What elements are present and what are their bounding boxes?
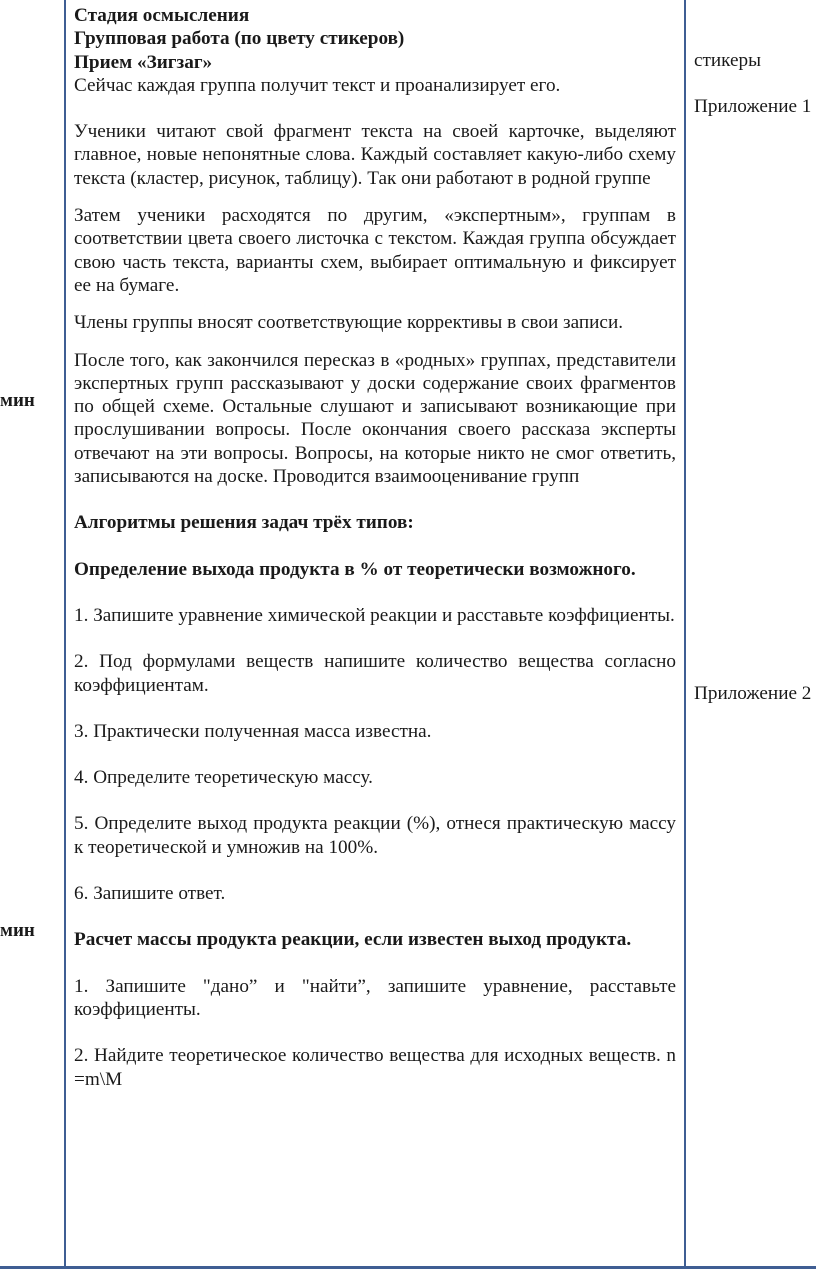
yield-step: 2. Под формулами веществ напишите количество вещества согласно коэффициентам.	[74, 651, 676, 696]
yield-step: 6. Запишите ответ.	[74, 883, 226, 905]
algorithms-heading: Алгоритмы решения задач трёх типов:	[74, 512, 414, 534]
table-border-left	[64, 0, 66, 1268]
stage-heading: Стадия осмысления	[74, 5, 250, 26]
table-border-right	[684, 0, 686, 1268]
appendix-2-label: Приложение 2	[694, 683, 812, 704]
yield-heading: Определение выхода продукта в % от теоретически возможного.	[74, 558, 636, 580]
group-work-heading: Групповая работа (по цвету стикеров)	[74, 28, 405, 50]
time-label-2: мин	[0, 920, 35, 941]
time-label-1: мин	[0, 390, 35, 411]
paragraph-retelling: После того, как закончился пересказ в «родных» группах, представители экспертных групп рассказывают у доски содержание своих фрагментов по общей схеме. Остальные слушают и записывают возникающие при прослушивании вопросы. После окончания своего рассказа эксперты отвечают на эти вопросы. Вопросы, на которые никто не смог ответить, записываются на доске. Проводится взаимооценивание групп	[74, 349, 676, 488]
mass-step: 1. Запишите "дано” и "найти”, запишите уравнение, расставьте коэффициенты.	[74, 975, 676, 1020]
appendix-1-label: Приложение 1	[694, 96, 812, 117]
yield-step: 4. Определите теоретическую массу.	[74, 767, 373, 789]
table-border-bottom	[0, 1266, 816, 1269]
stickers-label: стикеры	[694, 50, 762, 71]
yield-step: 3. Практически полученная масса известна.	[74, 720, 432, 742]
paragraph-reading: Ученики читают свой фрагмент текста на своей карточке, выделяют главное, новые непонятные слова. Каждый составляет какую-либо схему текста (кластер, рисунок, таблицу). Так они работают в родной группе	[74, 121, 676, 189]
paragraph-corrections: Члены группы вносят соответствующие коррективы в свои записи.	[74, 312, 624, 334]
yield-step: 1. Запишите уравнение химической реакции и расставьте коэффициенты.	[74, 604, 675, 626]
yield-step: 5. Определите выход продукта реакции (%), отнеся практическую массу к теоретической и умножив на 100%.	[74, 813, 676, 858]
mass-heading: Расчет массы продукта реакции, если известен выход продукта.	[74, 929, 632, 951]
paragraph-expert-groups: Затем ученики расходятся по другим, «экспертным», группам в соответствии цвета своего листочка с текстом. Каждая группа обсуждает свою часть текста, варианты схем, выбирает оптимальную и фиксирует ее на бумаге.	[74, 205, 676, 296]
intro-text: Сейчас каждая группа получит текст и проанализирует его.	[74, 74, 561, 96]
time-column	[0, 0, 64, 1268]
lesson-content	[74, 4, 676, 1091]
mass-step: 2. Найдите теоретическое количество вещества для исходных веществ. n =m\M	[74, 1045, 676, 1090]
method-heading: Прием «Зигзаг»	[74, 51, 213, 73]
